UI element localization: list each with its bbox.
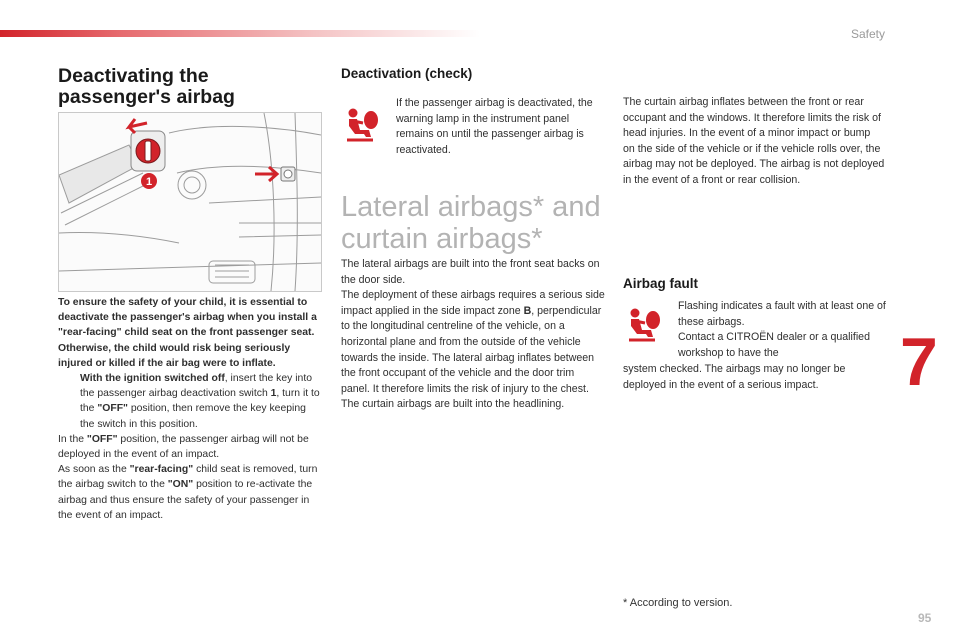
airbag-warning-icon <box>343 106 381 144</box>
curtain-airbag-text: The curtain airbag inflates between the front or rear occupant and the windows. It therefore limits the risk of head injuries. In the event of a minor impact or bump on the side of the vehicle or if the vehicle rolls over, the airbag may not be deployed. The airbag is not deployed in the event of a front or rear collision. <box>623 96 885 186</box>
off-position-note <box>58 432 320 462</box>
lateral-para-2-text-1: The deployment of these airbags requires a serious side impact applied in the side impact zone <box>341 289 605 317</box>
airbag-fault-heading: Airbag fault <box>623 276 699 291</box>
lateral-airbags-heading <box>341 191 611 255</box>
page-title-line1: Deactivating the <box>58 65 209 87</box>
reactivate-note <box>58 462 320 523</box>
fault-line-1: Flashing indicates a fault with at least one of these airbags. <box>678 300 886 328</box>
page-title-line2: passenger's airbag <box>58 86 235 108</box>
lateral-para-1: The lateral airbags are built into the front seat backs on the door side. <box>341 258 600 286</box>
reactivate-text-1: As soon as the <box>58 464 130 476</box>
airbag-fault-icon <box>625 306 663 344</box>
lateral-para-2-text-2: , perpendicular to the longitudinal centreline of the vehicle, on a horizontal plane and from the outside of the vehicle towards the inside. The lateral airbag inflates between the front occupant of the vehicle and the door trim panel. It therefore limits the risk of injury to the chest. <box>341 304 602 395</box>
airbag-switch-illustration <box>58 112 322 292</box>
bullet-text-2: , turn it to the <box>80 388 320 415</box>
reactivate-text-2: child seat is removed, turn the airbag switch to the <box>58 464 318 491</box>
instruction-bullet <box>58 371 320 432</box>
airbag-fault-text: system checked. The airbags may no longer be deployed in the event of a serious impact. <box>623 363 846 391</box>
footnote: * According to version. <box>623 597 733 609</box>
off-note-text-1: In the <box>58 433 87 445</box>
chapter-number: 7 <box>900 324 938 400</box>
section-label: Safety <box>850 27 885 41</box>
header-accent-bar <box>0 30 480 37</box>
bullet-text-1: , insert the key into the passenger airbag deactivation switch <box>80 373 312 400</box>
lateral-title-line2: curtain airbags* <box>341 223 543 255</box>
page-number: 95 <box>918 611 932 625</box>
lateral-title-line1: Lateral airbags* and <box>341 191 601 223</box>
off-note-bold: "OFF" <box>86 433 118 445</box>
fault-line-2: Contact a CITROËN dealer or a qualified workshop to have the <box>678 331 870 359</box>
left-column-text <box>58 295 320 523</box>
page-title <box>58 66 318 108</box>
lateral-airbags-text <box>341 257 605 413</box>
deactivation-check-text: If the passenger airbag is deactivated, the warning lamp in the instrument panel remains on until the passenger airbag is reactivated. <box>396 97 593 156</box>
bullet-off-label: "OFF" <box>97 403 128 415</box>
child-seat-warning: To ensure the safety of your child, it is essential to deactivate the passenger's airbag when you install a "rear-facing" child seat on the front passenger seat. Otherwise, the child would risk being seriously injured or killed if the air bag were to inflate. <box>58 297 317 369</box>
deactivation-check-heading: Deactivation (check) <box>341 66 473 81</box>
dashboard-drawing <box>59 113 321 291</box>
reactivate-text-3: position to re-activate the airbag and thus ensure the safety of your passenger in the event of an impact. <box>58 479 313 521</box>
reactivate-bold-2: "ON" <box>167 479 194 491</box>
callout-1: 1 <box>145 176 153 188</box>
off-note-text-2: position, the passenger airbag will not be deployed in the event of an impact. <box>58 433 309 461</box>
airbag-fault-text-indented <box>678 299 888 361</box>
lateral-para-3: The curtain airbags are built into the headlining. <box>341 398 565 411</box>
bullet-bold-text: With the ignition switched off <box>80 373 225 385</box>
reactivate-bold-1: "rear-facing" <box>129 464 194 476</box>
bullet-text-3: position, then remove the key keeping the switch in this position. <box>80 403 306 430</box>
bullet-switch-number: 1 <box>270 388 277 400</box>
zone-b-label: B <box>523 304 532 317</box>
